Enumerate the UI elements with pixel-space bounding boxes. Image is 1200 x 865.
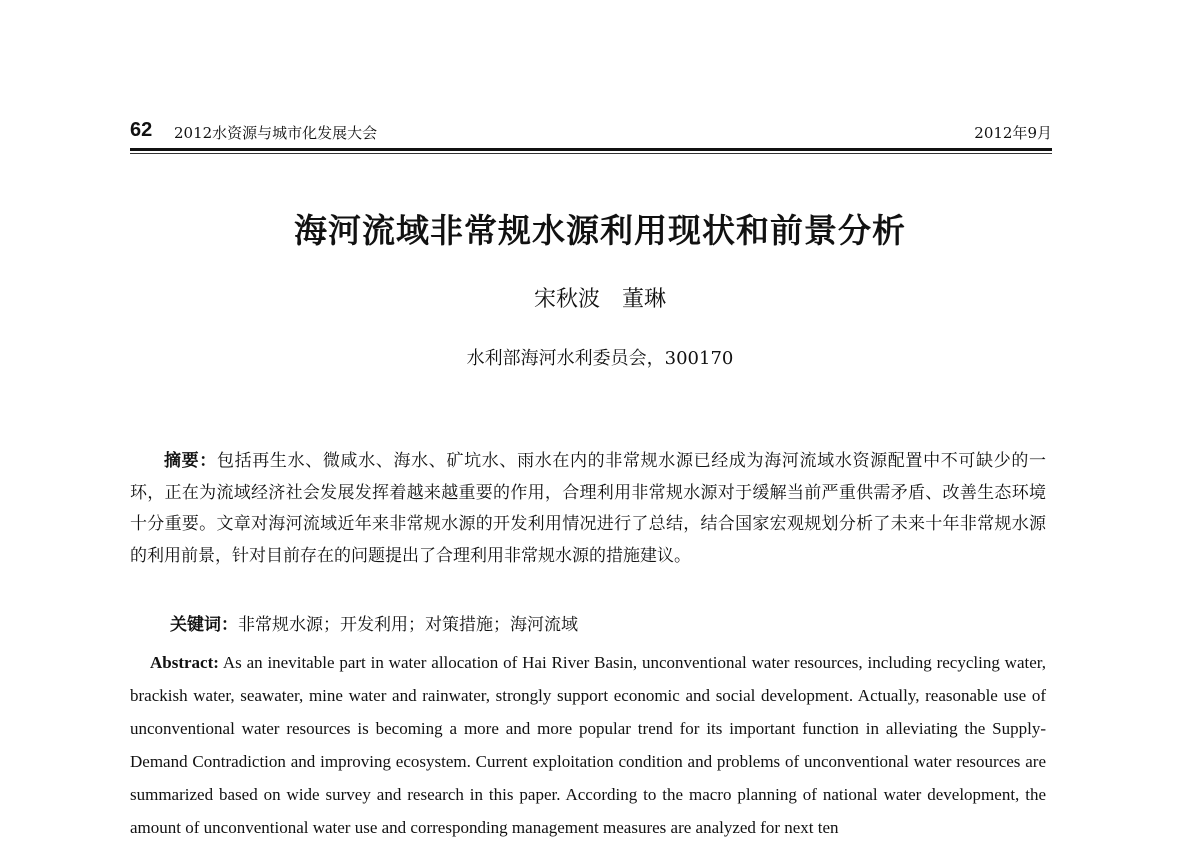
abstract-en-text: As an inevitable part in water allocation of Hai River Basin, unconventional water resources, including recycling water, brackish water, seawater, mine water and rainwater, strongly support economic and social development. Actually, reasonable use of unconventional water resources is becoming a more and more popular trend for its important function in alleviating the Supply-Demand Contradiction and improving ecosystem. Current exploitation condition and problems of unconventional water resources are summarized based on wide survey and research in this paper. According to the macro planning of national water development, the amount of unconventional water use and corresponding management measures are analyzed for next ten (130, 653, 1046, 837)
abstract-chinese (130, 446, 1046, 572)
paper-title: 海河流域非常规水源利用现状和前景分析 (294, 211, 906, 250)
running-header (130, 119, 1052, 143)
keywords-label: 关键词： (170, 615, 238, 635)
header-date: 2012年9月 (974, 124, 1052, 142)
page-number: 62 (130, 119, 153, 141)
keywords (170, 610, 578, 635)
abstract-cn-text: 包括再生水、微咸水、海水、矿坑水、雨水在内的非常规水源已经成为海河流域水资源配置中不可缺少的一环，正在为流域经济社会发展发挥着越来越重要的作用，合理利用非常规水源对于缓解当前严重供需矛盾、改善生态环境十分重要。文章对海河流域近年来非常规水源的开发利用情况进行了总结，结合国家宏观规划分析了未来十年非常规水源的利用前景，针对目前存在的问题提出了合理利用非常规水源的措施建议。 (130, 451, 1047, 566)
abstract-english (130, 646, 1046, 844)
paper-authors: 宋秋波 董琳 (533, 287, 666, 312)
header-rule-thick (130, 148, 1052, 151)
journal-name: 2012水资源与城市化发展大会 (174, 124, 378, 142)
abstract-cn-label: 摘要： (164, 451, 217, 471)
keywords-text: 非常规水源；开发利用；对策措施；海河流域 (238, 615, 578, 635)
abstract-en-label: Abstract: (150, 653, 219, 672)
header-rule-thin (130, 153, 1052, 154)
author-affiliation: 水利部海河水利委员会，300170 (466, 348, 734, 369)
